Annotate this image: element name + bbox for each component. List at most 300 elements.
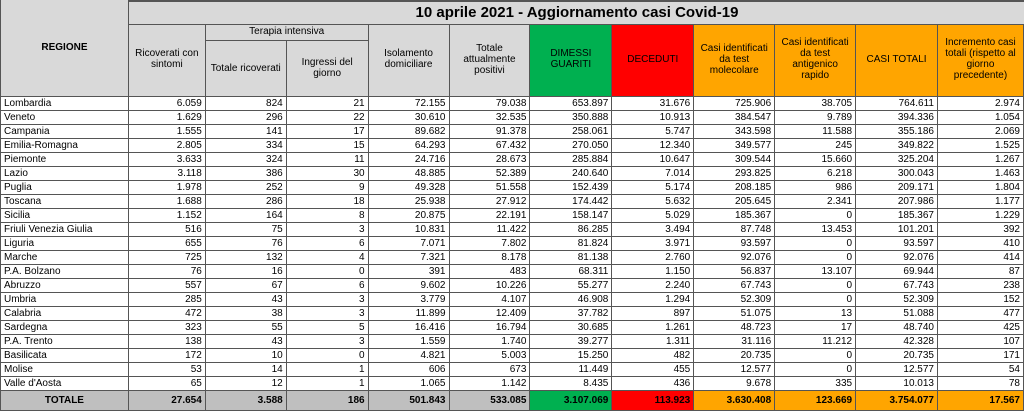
total-positivi: 533.085 bbox=[449, 390, 530, 410]
cell-region: P.A. Bolzano bbox=[1, 264, 129, 278]
cell-deceduti: 5.029 bbox=[612, 208, 694, 222]
cell-antigenico: 0 bbox=[775, 362, 856, 376]
table-row bbox=[1, 96, 1024, 110]
cell-dimessi: 240.640 bbox=[530, 166, 612, 180]
cell-antigenico: 0 bbox=[775, 208, 856, 222]
cell-positivi: 483 bbox=[449, 264, 530, 278]
cell-deceduti: 1.294 bbox=[612, 292, 694, 306]
cell-ingressi: 3 bbox=[286, 306, 368, 320]
cell-antigenico: 245 bbox=[775, 138, 856, 152]
table-row bbox=[1, 376, 1024, 390]
cell-dimessi: 81.138 bbox=[530, 250, 612, 264]
cell-ingressi: 9 bbox=[286, 180, 368, 194]
cell-incremento: 152 bbox=[937, 292, 1023, 306]
table-row bbox=[1, 180, 1024, 194]
cell-ingressi: 30 bbox=[286, 166, 368, 180]
cell-region: Liguria bbox=[1, 236, 129, 250]
total-ingressi: 186 bbox=[286, 390, 368, 410]
cell-totale-ricoverati: 386 bbox=[205, 166, 286, 180]
cell-casi-totali: 300.043 bbox=[856, 166, 938, 180]
cell-incremento: 425 bbox=[937, 320, 1023, 334]
cell-antigenico: 11.588 bbox=[775, 124, 856, 138]
cell-totale-ricoverati: 12 bbox=[205, 376, 286, 390]
cell-totale-ricoverati: 252 bbox=[205, 180, 286, 194]
cell-region: Abruzzo bbox=[1, 278, 129, 292]
cell-ingressi: 6 bbox=[286, 236, 368, 250]
cell-ingressi: 1 bbox=[286, 376, 368, 390]
cell-deceduti: 482 bbox=[612, 348, 694, 362]
cell-ingressi: 21 bbox=[286, 96, 368, 110]
table-row bbox=[1, 334, 1024, 348]
cell-deceduti: 1.311 bbox=[612, 334, 694, 348]
cell-totale-ricoverati: 43 bbox=[205, 334, 286, 348]
cell-ingressi: 5 bbox=[286, 320, 368, 334]
cell-casi-totali: 349.822 bbox=[856, 138, 938, 152]
cell-incremento: 410 bbox=[937, 236, 1023, 250]
header-deceduti: DECEDUTI bbox=[612, 22, 694, 96]
cell-casi-totali: 12.577 bbox=[856, 362, 938, 376]
cell-region: Piemonte bbox=[1, 152, 129, 166]
cell-isolamento: 72.155 bbox=[368, 96, 449, 110]
cell-isolamento: 9.602 bbox=[368, 278, 449, 292]
cell-positivi: 91.378 bbox=[449, 124, 530, 138]
cell-region: Sicilia bbox=[1, 208, 129, 222]
cell-casi-totali: 355.186 bbox=[856, 124, 938, 138]
cell-molecolare: 205.645 bbox=[694, 194, 775, 208]
table-row bbox=[1, 292, 1024, 306]
cell-positivi: 32.535 bbox=[449, 110, 530, 124]
cell-positivi: 1.142 bbox=[449, 376, 530, 390]
cell-dimessi: 285.884 bbox=[530, 152, 612, 166]
cell-isolamento: 11.899 bbox=[368, 306, 449, 320]
cell-ricoverati: 557 bbox=[128, 278, 205, 292]
cell-antigenico: 13 bbox=[775, 306, 856, 320]
table-row bbox=[1, 194, 1024, 208]
total-antigenico: 123.669 bbox=[775, 390, 856, 410]
cell-region: Valle d'Aosta bbox=[1, 376, 129, 390]
cell-deceduti: 5.747 bbox=[612, 124, 694, 138]
cell-totale-ricoverati: 296 bbox=[205, 110, 286, 124]
total-deceduti: 113.923 bbox=[612, 390, 694, 410]
cell-region: Marche bbox=[1, 250, 129, 264]
cell-ingressi: 18 bbox=[286, 194, 368, 208]
cell-ricoverati: 3.633 bbox=[128, 152, 205, 166]
cell-casi-totali: 209.171 bbox=[856, 180, 938, 194]
cell-ricoverati: 1.152 bbox=[128, 208, 205, 222]
cell-deceduti: 897 bbox=[612, 306, 694, 320]
cell-positivi: 5.003 bbox=[449, 348, 530, 362]
cell-molecolare: 12.577 bbox=[694, 362, 775, 376]
cell-dimessi: 270.050 bbox=[530, 138, 612, 152]
cell-totale-ricoverati: 38 bbox=[205, 306, 286, 320]
page-title: 10 aprile 2021 - Aggiornamento casi Covid-19 bbox=[128, 2, 1024, 25]
cell-ingressi: 6 bbox=[286, 278, 368, 292]
cell-dimessi: 55.277 bbox=[530, 278, 612, 292]
cell-dimessi: 81.824 bbox=[530, 236, 612, 250]
cell-dimessi: 8.435 bbox=[530, 376, 612, 390]
table-row bbox=[1, 110, 1024, 124]
cell-antigenico: 0 bbox=[775, 250, 856, 264]
cell-casi-totali: 764.611 bbox=[856, 96, 938, 110]
cell-incremento: 477 bbox=[937, 306, 1023, 320]
cell-positivi: 52.389 bbox=[449, 166, 530, 180]
header-totale-ricoverati: Totale ricoverati bbox=[205, 40, 286, 96]
cell-antigenico: 0 bbox=[775, 278, 856, 292]
cell-casi-totali: 42.328 bbox=[856, 334, 938, 348]
cell-ricoverati: 3.118 bbox=[128, 166, 205, 180]
cell-totale-ricoverati: 14 bbox=[205, 362, 286, 376]
cell-molecolare: 92.076 bbox=[694, 250, 775, 264]
cell-region: Campania bbox=[1, 124, 129, 138]
total-region: TOTALE bbox=[1, 390, 129, 410]
total-isolamento: 501.843 bbox=[368, 390, 449, 410]
table-row bbox=[1, 138, 1024, 152]
cell-region: Basilicata bbox=[1, 348, 129, 362]
cell-dimessi: 46.908 bbox=[530, 292, 612, 306]
cell-antigenico: 15.660 bbox=[775, 152, 856, 166]
cell-totale-ricoverati: 75 bbox=[205, 222, 286, 236]
cell-casi-totali: 20.735 bbox=[856, 348, 938, 362]
cell-region: Emilia-Romagna bbox=[1, 138, 129, 152]
cell-positivi: 27.912 bbox=[449, 194, 530, 208]
cell-casi-totali: 92.076 bbox=[856, 250, 938, 264]
cell-casi-totali: 52.309 bbox=[856, 292, 938, 306]
table-row bbox=[1, 278, 1024, 292]
table-row bbox=[1, 208, 1024, 222]
cell-region: Toscana bbox=[1, 194, 129, 208]
table-row bbox=[1, 124, 1024, 138]
cell-totale-ricoverati: 164 bbox=[205, 208, 286, 222]
cell-dimessi: 152.439 bbox=[530, 180, 612, 194]
header-positivi: Totale attualmente positivi bbox=[449, 22, 530, 96]
cell-molecolare: 185.367 bbox=[694, 208, 775, 222]
table-row bbox=[1, 152, 1024, 166]
cell-totale-ricoverati: 10 bbox=[205, 348, 286, 362]
cell-casi-totali: 394.336 bbox=[856, 110, 938, 124]
cell-casi-totali: 93.597 bbox=[856, 236, 938, 250]
cell-totale-ricoverati: 16 bbox=[205, 264, 286, 278]
cell-ingressi: 8 bbox=[286, 208, 368, 222]
table-row bbox=[1, 264, 1024, 278]
cell-deceduti: 2.240 bbox=[612, 278, 694, 292]
cell-isolamento: 89.682 bbox=[368, 124, 449, 138]
table-row bbox=[1, 250, 1024, 264]
cell-ingressi: 3 bbox=[286, 292, 368, 306]
cell-region: Veneto bbox=[1, 110, 129, 124]
cell-region: Lazio bbox=[1, 166, 129, 180]
cell-positivi: 79.038 bbox=[449, 96, 530, 110]
cell-totale-ricoverati: 141 bbox=[205, 124, 286, 138]
cell-casi-totali: 67.743 bbox=[856, 278, 938, 292]
cell-ricoverati: 172 bbox=[128, 348, 205, 362]
cell-dimessi: 174.442 bbox=[530, 194, 612, 208]
table-row bbox=[1, 320, 1024, 334]
cell-region: P.A. Trento bbox=[1, 334, 129, 348]
cell-molecolare: 48.723 bbox=[694, 320, 775, 334]
cell-casi-totali: 185.367 bbox=[856, 208, 938, 222]
cell-casi-totali: 325.204 bbox=[856, 152, 938, 166]
cell-antigenico: 9.789 bbox=[775, 110, 856, 124]
cell-ingressi: 15 bbox=[286, 138, 368, 152]
cell-positivi: 51.558 bbox=[449, 180, 530, 194]
cell-incremento: 414 bbox=[937, 250, 1023, 264]
cell-molecolare: 349.577 bbox=[694, 138, 775, 152]
cell-isolamento: 4.821 bbox=[368, 348, 449, 362]
cell-incremento: 78 bbox=[937, 376, 1023, 390]
cell-positivi: 28.673 bbox=[449, 152, 530, 166]
cell-incremento: 171 bbox=[937, 348, 1023, 362]
cell-dimessi: 653.897 bbox=[530, 96, 612, 110]
cell-isolamento: 30.610 bbox=[368, 110, 449, 124]
cell-ingressi: 0 bbox=[286, 348, 368, 362]
cell-isolamento: 1.065 bbox=[368, 376, 449, 390]
cell-incremento: 1.525 bbox=[937, 138, 1023, 152]
cell-region: Calabria bbox=[1, 306, 129, 320]
cell-ricoverati: 1.688 bbox=[128, 194, 205, 208]
cell-isolamento: 391 bbox=[368, 264, 449, 278]
cell-incremento: 1.804 bbox=[937, 180, 1023, 194]
cell-isolamento: 20.875 bbox=[368, 208, 449, 222]
table-row bbox=[1, 222, 1024, 236]
cell-incremento: 87 bbox=[937, 264, 1023, 278]
cell-deceduti: 1.261 bbox=[612, 320, 694, 334]
cell-antigenico: 17 bbox=[775, 320, 856, 334]
cell-deceduti: 5.174 bbox=[612, 180, 694, 194]
cell-antigenico: 0 bbox=[775, 236, 856, 250]
cell-isolamento: 64.293 bbox=[368, 138, 449, 152]
cell-incremento: 1.229 bbox=[937, 208, 1023, 222]
cell-deceduti: 31.676 bbox=[612, 96, 694, 110]
cell-totale-ricoverati: 55 bbox=[205, 320, 286, 334]
cell-ricoverati: 1.555 bbox=[128, 124, 205, 138]
total-totale-ricoverati: 3.588 bbox=[205, 390, 286, 410]
cell-dimessi: 350.888 bbox=[530, 110, 612, 124]
cell-deceduti: 3.494 bbox=[612, 222, 694, 236]
cell-molecolare: 9.678 bbox=[694, 376, 775, 390]
cell-incremento: 54 bbox=[937, 362, 1023, 376]
cell-totale-ricoverati: 67 bbox=[205, 278, 286, 292]
cell-antigenico: 13.453 bbox=[775, 222, 856, 236]
cell-ricoverati: 1.629 bbox=[128, 110, 205, 124]
cell-isolamento: 1.559 bbox=[368, 334, 449, 348]
cell-region: Puglia bbox=[1, 180, 129, 194]
cell-molecolare: 309.544 bbox=[694, 152, 775, 166]
total-molecolare: 3.630.408 bbox=[694, 390, 775, 410]
cell-positivi: 16.794 bbox=[449, 320, 530, 334]
cell-deceduti: 3.971 bbox=[612, 236, 694, 250]
cell-ingressi: 3 bbox=[286, 222, 368, 236]
cell-ricoverati: 655 bbox=[128, 236, 205, 250]
cell-ricoverati: 472 bbox=[128, 306, 205, 320]
cell-antigenico: 0 bbox=[775, 292, 856, 306]
cell-isolamento: 48.885 bbox=[368, 166, 449, 180]
cell-incremento: 2.069 bbox=[937, 124, 1023, 138]
header-casi-totali: CASI TOTALI bbox=[856, 22, 938, 96]
cell-totale-ricoverati: 324 bbox=[205, 152, 286, 166]
cell-antigenico: 13.107 bbox=[775, 264, 856, 278]
cell-isolamento: 7.071 bbox=[368, 236, 449, 250]
cell-deceduti: 1.150 bbox=[612, 264, 694, 278]
header-isolamento: Isolamento domiciliare bbox=[368, 22, 449, 96]
cell-molecolare: 293.825 bbox=[694, 166, 775, 180]
cell-dimessi: 158.147 bbox=[530, 208, 612, 222]
table-row bbox=[1, 166, 1024, 180]
cell-antigenico: 2.341 bbox=[775, 194, 856, 208]
cell-incremento: 2.974 bbox=[937, 96, 1023, 110]
cell-dimessi: 86.285 bbox=[530, 222, 612, 236]
cell-ricoverati: 516 bbox=[128, 222, 205, 236]
cell-incremento: 238 bbox=[937, 278, 1023, 292]
cell-region: Umbria bbox=[1, 292, 129, 306]
cell-antigenico: 6.218 bbox=[775, 166, 856, 180]
cell-dimessi: 15.250 bbox=[530, 348, 612, 362]
cell-antigenico: 11.212 bbox=[775, 334, 856, 348]
cell-totale-ricoverati: 334 bbox=[205, 138, 286, 152]
cell-ricoverati: 323 bbox=[128, 320, 205, 334]
cell-ricoverati: 6.059 bbox=[128, 96, 205, 110]
cell-ricoverati: 285 bbox=[128, 292, 205, 306]
cell-deceduti: 10.647 bbox=[612, 152, 694, 166]
cell-dimessi: 68.311 bbox=[530, 264, 612, 278]
cell-ricoverati: 76 bbox=[128, 264, 205, 278]
cell-region: Friuli Venezia Giulia bbox=[1, 222, 129, 236]
cell-molecolare: 51.075 bbox=[694, 306, 775, 320]
table-row bbox=[1, 306, 1024, 320]
table-row bbox=[1, 236, 1024, 250]
cell-antigenico: 38.705 bbox=[775, 96, 856, 110]
cell-molecolare: 384.547 bbox=[694, 110, 775, 124]
cell-positivi: 8.178 bbox=[449, 250, 530, 264]
cell-isolamento: 24.716 bbox=[368, 152, 449, 166]
cell-positivi: 22.191 bbox=[449, 208, 530, 222]
cell-molecolare: 31.116 bbox=[694, 334, 775, 348]
cell-incremento: 1.177 bbox=[937, 194, 1023, 208]
cell-molecolare: 67.743 bbox=[694, 278, 775, 292]
cell-ingressi: 4 bbox=[286, 250, 368, 264]
total-incremento: 17.567 bbox=[937, 390, 1023, 410]
cell-positivi: 10.226 bbox=[449, 278, 530, 292]
cell-totale-ricoverati: 286 bbox=[205, 194, 286, 208]
total-casi-totali: 3.754.077 bbox=[856, 390, 938, 410]
header-ricoverati: Ricoverati con sintomi bbox=[128, 22, 205, 96]
cell-casi-totali: 207.986 bbox=[856, 194, 938, 208]
cell-totale-ricoverati: 43 bbox=[205, 292, 286, 306]
cell-incremento: 107 bbox=[937, 334, 1023, 348]
cell-isolamento: 10.831 bbox=[368, 222, 449, 236]
cell-molecolare: 343.598 bbox=[694, 124, 775, 138]
cell-dimessi: 39.277 bbox=[530, 334, 612, 348]
header-terapia-group: Terapia intensiva bbox=[205, 22, 368, 40]
cell-region: Sardegna bbox=[1, 320, 129, 334]
cell-antigenico: 986 bbox=[775, 180, 856, 194]
cell-casi-totali: 51.088 bbox=[856, 306, 938, 320]
cell-ricoverati: 53 bbox=[128, 362, 205, 376]
cell-molecolare: 52.309 bbox=[694, 292, 775, 306]
cell-antigenico: 0 bbox=[775, 348, 856, 362]
cell-isolamento: 25.938 bbox=[368, 194, 449, 208]
cell-dimessi: 37.782 bbox=[530, 306, 612, 320]
cell-isolamento: 606 bbox=[368, 362, 449, 376]
cell-positivi: 11.422 bbox=[449, 222, 530, 236]
cell-ingressi: 0 bbox=[286, 264, 368, 278]
cell-positivi: 7.802 bbox=[449, 236, 530, 250]
cell-ingressi: 17 bbox=[286, 124, 368, 138]
cell-ricoverati: 2.805 bbox=[128, 138, 205, 152]
cell-totale-ricoverati: 824 bbox=[205, 96, 286, 110]
cell-deceduti: 5.632 bbox=[612, 194, 694, 208]
cell-ingressi: 22 bbox=[286, 110, 368, 124]
cell-molecolare: 87.748 bbox=[694, 222, 775, 236]
cell-incremento: 1.267 bbox=[937, 152, 1023, 166]
header-molecolare: Casi identificati da test molecolare bbox=[694, 22, 775, 96]
table-row bbox=[1, 348, 1024, 362]
cell-deceduti: 2.760 bbox=[612, 250, 694, 264]
header-dimessi: DIMESSI GUARITI bbox=[530, 22, 612, 96]
cell-antigenico: 335 bbox=[775, 376, 856, 390]
cell-molecolare: 56.837 bbox=[694, 264, 775, 278]
cell-isolamento: 7.321 bbox=[368, 250, 449, 264]
cell-positivi: 4.107 bbox=[449, 292, 530, 306]
cell-dimessi: 11.449 bbox=[530, 362, 612, 376]
cell-positivi: 1.740 bbox=[449, 334, 530, 348]
cell-ingressi: 11 bbox=[286, 152, 368, 166]
cell-ricoverati: 65 bbox=[128, 376, 205, 390]
cell-totale-ricoverati: 132 bbox=[205, 250, 286, 264]
cell-molecolare: 208.185 bbox=[694, 180, 775, 194]
cell-molecolare: 725.906 bbox=[694, 96, 775, 110]
cell-dimessi: 258.061 bbox=[530, 124, 612, 138]
cell-ricoverati: 138 bbox=[128, 334, 205, 348]
cell-incremento: 392 bbox=[937, 222, 1023, 236]
cell-ricoverati: 725 bbox=[128, 250, 205, 264]
cell-casi-totali: 48.740 bbox=[856, 320, 938, 334]
cell-molecolare: 20.735 bbox=[694, 348, 775, 362]
cell-isolamento: 3.779 bbox=[368, 292, 449, 306]
cell-deceduti: 7.014 bbox=[612, 166, 694, 180]
cell-incremento: 1.463 bbox=[937, 166, 1023, 180]
cell-incremento: 1.054 bbox=[937, 110, 1023, 124]
cell-positivi: 12.409 bbox=[449, 306, 530, 320]
cell-ingressi: 1 bbox=[286, 362, 368, 376]
cell-positivi: 673 bbox=[449, 362, 530, 376]
header-ingressi: Ingressi del giorno bbox=[286, 40, 368, 96]
total-dimessi: 3.107.069 bbox=[530, 390, 612, 410]
cell-positivi: 67.432 bbox=[449, 138, 530, 152]
cell-casi-totali: 69.944 bbox=[856, 264, 938, 278]
cell-casi-totali: 10.013 bbox=[856, 376, 938, 390]
cell-deceduti: 10.913 bbox=[612, 110, 694, 124]
header-antigenico: Casi identificati da test antigenico rapido bbox=[775, 22, 856, 96]
cell-deceduti: 436 bbox=[612, 376, 694, 390]
header-incremento: Incremento casi totali (rispetto al giorno precedente) bbox=[937, 22, 1023, 96]
cell-isolamento: 49.328 bbox=[368, 180, 449, 194]
cell-region: Lombardia bbox=[1, 96, 129, 110]
cell-totale-ricoverati: 76 bbox=[205, 236, 286, 250]
cell-region: Molise bbox=[1, 362, 129, 376]
cell-ricoverati: 1.978 bbox=[128, 180, 205, 194]
table-row bbox=[1, 362, 1024, 376]
cell-molecolare: 93.597 bbox=[694, 236, 775, 250]
total-row bbox=[1, 390, 1024, 410]
cell-deceduti: 455 bbox=[612, 362, 694, 376]
header-regione-label: REGIONE bbox=[41, 42, 88, 54]
cell-isolamento: 16.416 bbox=[368, 320, 449, 334]
cell-casi-totali: 101.201 bbox=[856, 222, 938, 236]
total-ricoverati: 27.654 bbox=[128, 390, 205, 410]
cell-ingressi: 3 bbox=[286, 334, 368, 348]
header-regione bbox=[1, 0, 129, 96]
cell-dimessi: 30.685 bbox=[530, 320, 612, 334]
